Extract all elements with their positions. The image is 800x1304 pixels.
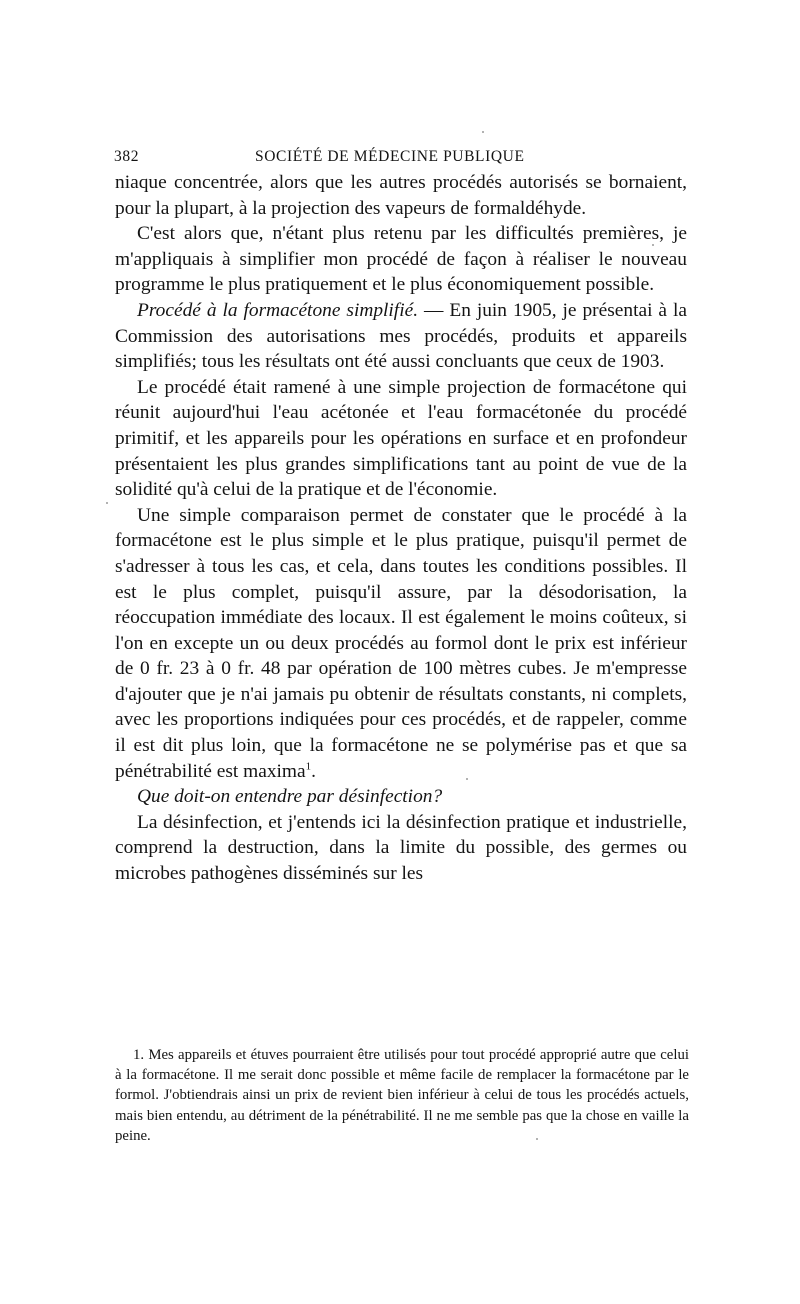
paragraph-section — [115, 298, 687, 375]
section-heading: Que doit-on entendre par désinfection? — [137, 786, 443, 808]
print-speck — [652, 244, 654, 246]
paragraph: C'est alors que, n'étant plus retenu par les difficultés premières, je m'appliquais à simplifier mon procédé de façon à réaliser le nouveau programme le plus pratiquement et le plus économiquement possible. — [115, 223, 687, 296]
print-speck — [466, 778, 468, 780]
body-text — [115, 170, 687, 887]
paragraph-continuation: niaque concentrée, alors que les autres procédés autorisés se bornaient, pour la plupart, à la projection des vapeurs de formaldéhyde. — [115, 172, 687, 219]
paragraph-text: — En juin 1905, je présentai à la Commission des autorisations mes procédés, produits et appareils simplifiés; tous les résultats ont été aussi concluants que ceux de 1903. — [115, 299, 687, 373]
footnote: 1. Mes appareils et étuves pourraient être utilisés pour tout procédé approprié autre que celui à la formacétone. Il me serait donc possible et même facile de remplacer la formacétone par le formol. J'obtiendrais ainsi un prix de revient bien inférieur à celui de tous les procédés actuels, mais bien entendu, au détriment de la pénétrabilité. Il ne me semble pas que la chose en vaille la peine. — [115, 1047, 689, 1144]
page-number: 382 — [114, 148, 140, 165]
page — [115, 140, 687, 887]
print-speck — [106, 502, 108, 504]
running-head — [115, 140, 687, 170]
footnotes — [115, 1045, 689, 1146]
paragraph: La désinfection, et j'entends ici la désinfection pratique et industrielle, comprend la destruction, dans la limite du possible, des germes ou microbes pathogènes disséminés sur les — [115, 811, 687, 885]
paragraph: Le procédé était ramené à une simple projection de formacétone qui réunit aujourd'hui l'eau acétonée et l'eau formacétonée du procédé primitif, et les appareils pour les opérations en surface et en profondeur présentaient les plus grandes simplifications tant au point de vue de la solidité qu'à celui de la pratique et de l'économie. — [115, 376, 687, 501]
print-speck — [482, 131, 484, 133]
running-title: SOCIÉTÉ DE MÉDECINE PUBLIQUE — [255, 148, 525, 165]
paragraph-end: . — [311, 760, 316, 782]
paragraph — [115, 503, 687, 785]
paragraph-text: Une simple comparaison permet de constater que le procédé à la formacétone est le plus simple et le plus pratique, puisqu'il permet de s'adresser à tous les cas, et cela, dans toutes les conditions possibles. Il est le plus complet, puisqu'il assure, par la désodorisation, la réoccupation immédiate des locaux. Il est également le moins coûteux, si l'on en excepte un ou deux procédés au formol dont le prix est inférieur de 0 fr. 23 à 0 fr. 48 par opération de 100 mètres cubes. Je m'empresse d'ajouter que je n'ai jamais pu obtenir de résultats constants, ni complets, avec les proportions indiquées pour ces procédés, et de rappeler, comme il est dit plus loin, que la formacétone ne se polymérise pas et que sa pénétrabilité est maxima — [115, 504, 687, 782]
section-heading: Procédé à la formacétone simplifié. — [137, 299, 419, 321]
print-speck — [536, 1138, 538, 1140]
footnote-reference: 1 — [305, 760, 312, 773]
